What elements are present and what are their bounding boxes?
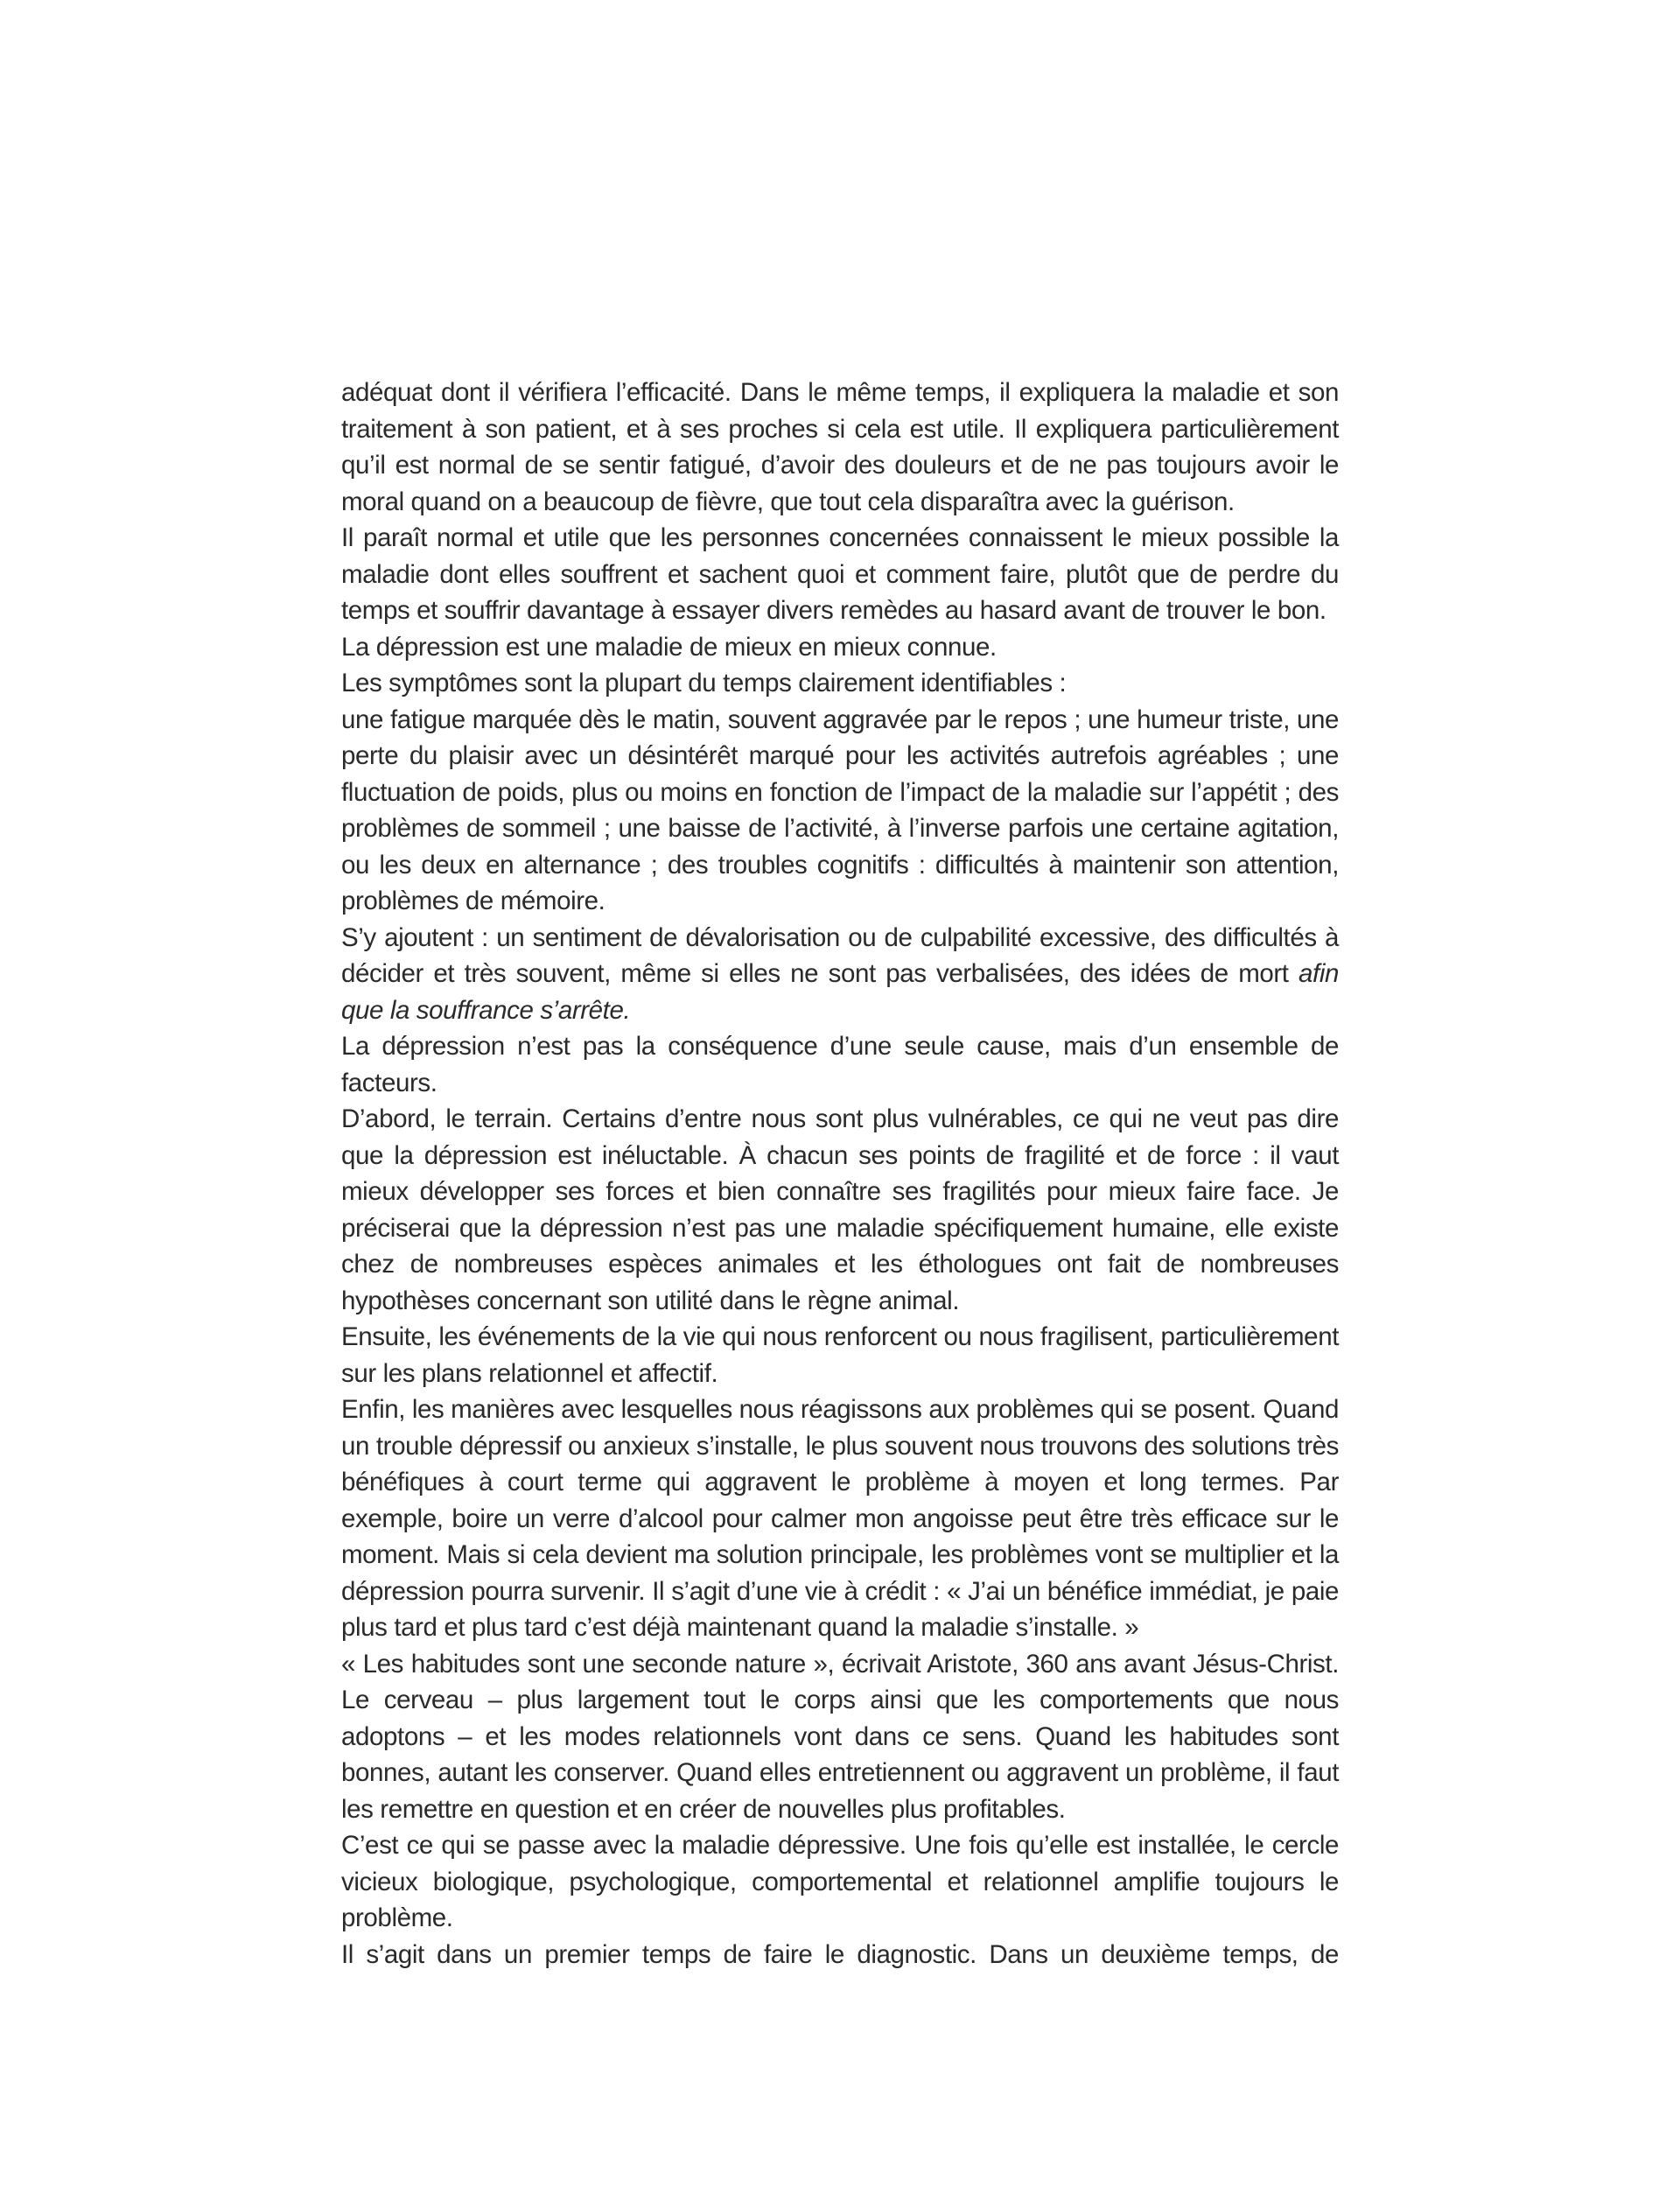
paragraph-causes: La dépression n’est pas la conséquence d’une seule cause, mais d’un ensemble de facteurs. <box>341 1032 1339 1097</box>
paragraph-traitement: adéquat dont il vérifiera l’efficacité. Dans le même temps, il expliquera la maladie et son traitement à son patient, et à ses proches si cela est utile. Il expliquera particulièrement qu’il est normal de se sentir fatigué, d’avoir des douleurs et de ne pas toujours avoir le moral quand on a beaucoup de fièvre, que tout cela disparaîtra avec la guérison. <box>341 378 1339 516</box>
paragraph-diagnostic: Il s’agit dans un premier temps de faire le diagnostic. Dans un deuxième temps, de <box>341 1939 1339 1969</box>
paragraph-habitudes: « Les habitudes sont une seconde nature », écrivait Aristote, 360 ans avant Jésus-Christ. Le cerveau – plus largement tout le corps ainsi que les comportements que nous adoptons – et les modes relationnels vont dans ce sens. Quand les habitudes sont bonnes, autant les conserver. Quand elles entretiennent ou aggravent un problème, il faut les remettre en question et en créer de nouvelles plus profitables. <box>341 1649 1339 1824</box>
paragraph-reactions: Enfin, les manières avec lesquelles nous réagissons aux problèmes qui se posent. Quand un trouble dépressif ou anxieux s’installe, le plus souvent nous trouvons des solutions très bénéfiques à court terme qui aggravent le problème à moyen et long termes. Par exemple, boire un verre d’alcool pour calmer mon angoisse peut être très efficace sur le moment. Mais si cela devient ma solution principale, les problèmes vont se multiplier et la dépression pourra survenir. Il s’agit d’une vie à crédit : « J’ai un bénéfice immédiat, je paie plus tard et plus tard c’est déjà maintenant quand la maladie s’installe. » <box>341 1395 1339 1642</box>
paragraph-ajoutent-text: S’y ajoutent : un sentiment de dévalorisation ou de culpabilité excessive, des difficultés à décider et très souvent, même si elles ne sont pas verbalisées, des idées de mort <box>341 922 1339 988</box>
page-text <box>341 375 1339 1973</box>
paragraph-information: Il paraît normal et utile que les personnes concernées connaissent le mieux possible la maladie dont elles souffrent et sachent quoi et comment faire, plutôt que de perdre du temps et souffrir davantage à essayer divers remèdes au hasard avant de trouver le bon. <box>341 523 1339 625</box>
paragraph-ajoutent-italic: afin que la souffrance s’arrête. <box>341 959 1339 1025</box>
paragraph-symptomes-list: une fatigue marquée dès le matin, souvent aggravée par le repos ; une humeur triste, une perte du plaisir avec un désintérêt marqué pour les activités autrefois agréables ; une fluctuation de poids, plus ou moins en fonction de l’impact de la maladie sur l’appétit ; des problèmes de sommeil ; une baisse de l’activité, à l’inverse parfois une certaine agitation, ou les deux en alternance ; des troubles cognitifs : difficultés à maintenir son attention, problèmes de mémoire. <box>341 704 1339 915</box>
paragraph-evenements: Ensuite, les événements de la vie qui nous renforcent ou nous fragilisent, particulièrement sur les plans relationnel et affectif. <box>341 1322 1339 1388</box>
paragraph-cercle-vicieux: C’est ce qui se passe avec la maladie dépressive. Une fois qu’elle est installée, le cercle vicieux biologique, psychologique, comportemental et relationnel amplifie toujours le problème. <box>341 1831 1339 1932</box>
paragraph-symptomes-intro: Les symptômes sont la plupart du temps clairement identifiables : <box>341 669 1067 697</box>
paragraph-ajoutent <box>341 920 1339 1029</box>
paragraph-maladie-connue: La dépression est une maladie de mieux en mieux connue. <box>341 632 997 662</box>
paragraph-terrain: D’abord, le terrain. Certains d’entre nous sont plus vulnérables, ce qui ne veut pas dire que la dépression est inéluctable. À chacun ses points de fragilité et de force : il vaut mieux développer ses forces et bien connaître ses fragilités pour mieux faire face. Je préciserai que la dépression n’est pas une maladie spécifiquement humaine, elle existe chez de nombreuses espèces animales et les éthologues ont fait de nombreuses hypothèses concernant son utilité dans le règne animal. <box>341 1104 1339 1315</box>
